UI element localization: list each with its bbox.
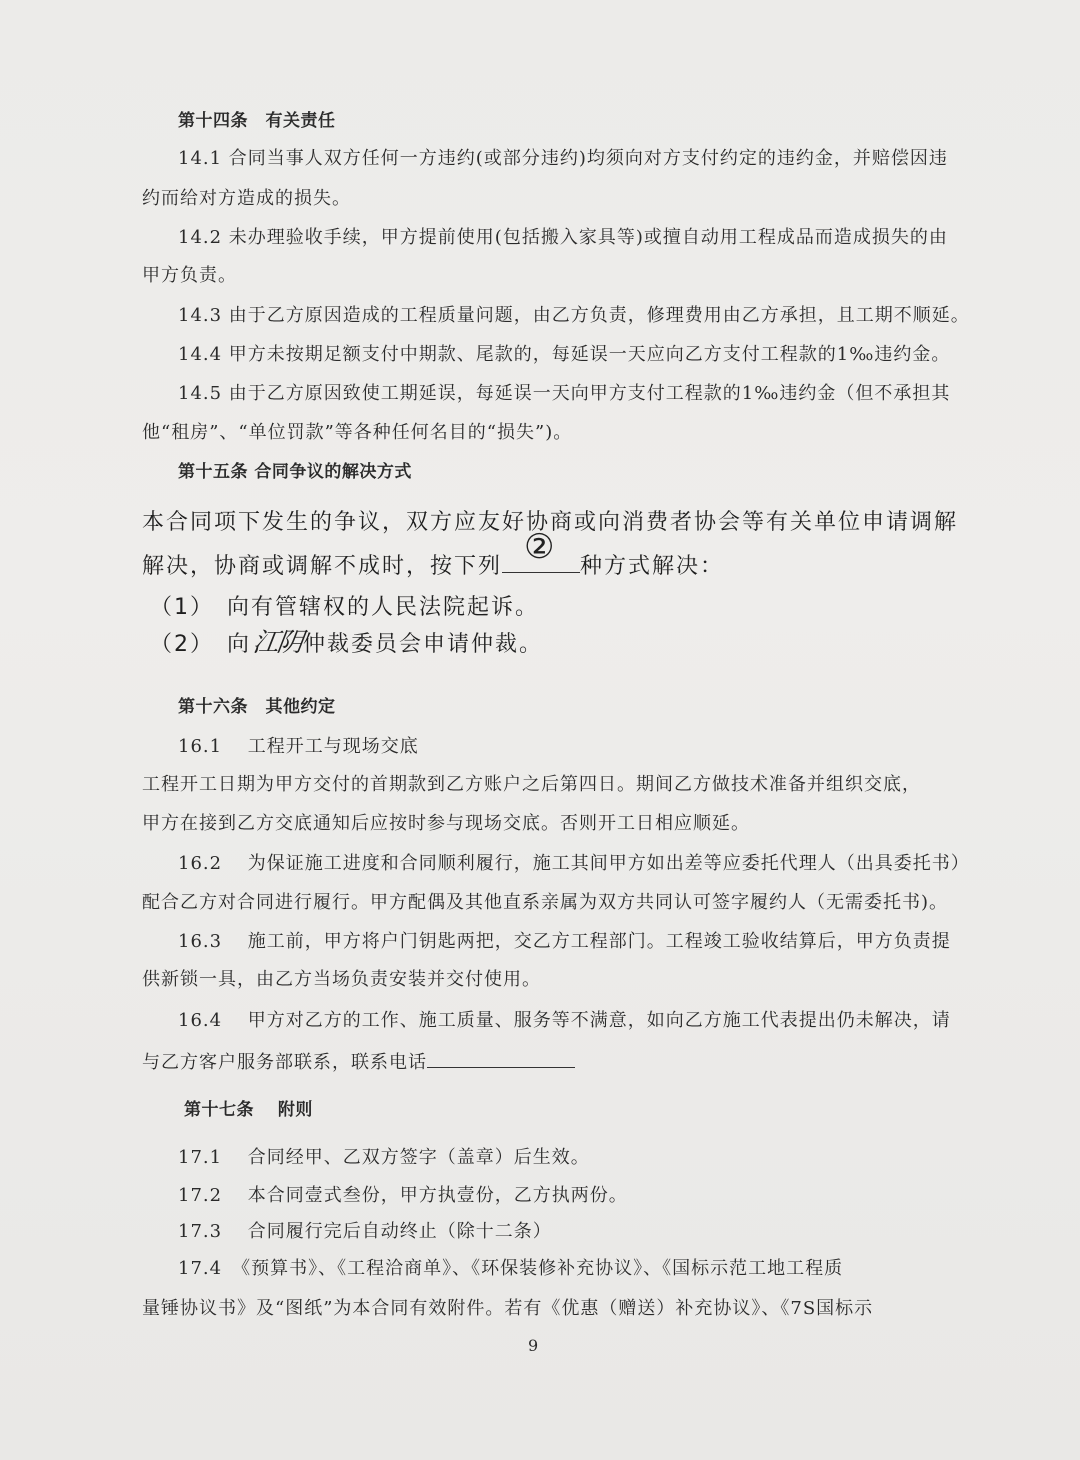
clause-17-4-line-1: 17.4 《预算书》、《工程洽商单》、《环保装修补充协议》、《国标示范工地工程质 bbox=[178, 1258, 844, 1279]
dispute-option-1: （1） 向有管辖权的人民法院起诉。 bbox=[150, 595, 539, 620]
dispute-option-2 bbox=[150, 630, 543, 660]
clause-16-1-line-1: 工程开工日期为甲方交付的首期款到乙方账户之后第四日。期间乙方做技术准备并组织交底， bbox=[142, 774, 921, 795]
dispute-option-2-end: 仲裁委员会申请仲裁。 bbox=[303, 632, 544, 657]
handwritten-choice: ② bbox=[524, 527, 557, 567]
clause-16-1-title: 16.1 工程开工与现场交底 bbox=[178, 736, 419, 757]
clause-17-2: 17.2 本合同壹式叁份，甲方执壹份，乙方执两份。 bbox=[178, 1185, 628, 1206]
article-14-heading: 第十四条 有关责任 bbox=[178, 111, 336, 131]
article-15-heading: 第十五条 合同争议的解决方式 bbox=[178, 462, 412, 482]
clause-16-1-line-2: 甲方在接到乙方交底通知后应按时参与现场交底。否则开工日相应顺延。 bbox=[142, 813, 750, 834]
clause-14-5-line-2: 他“租房”、“单位罚款”等各种任何名目的“损失”)。 bbox=[142, 422, 573, 443]
dispute-option-2-start: （2） 向 bbox=[150, 632, 251, 657]
article-17-heading: 第十七条 附则 bbox=[184, 1100, 313, 1120]
clause-17-1: 17.1 合同经甲、乙双方签字（盖章）后生效。 bbox=[178, 1147, 590, 1168]
handwritten-city: 江阴 bbox=[250, 628, 304, 658]
clause-16-2-line-1: 16.2 为保证施工进度和合同顺利履行，施工其间甲方如出差等应委托代理人（出具委托书） bbox=[178, 853, 970, 874]
clause-16-4-line-1: 16.4 甲方对乙方的工作、施工质量、服务等不满意，如向乙方施工代表提出仍未解决，请 bbox=[178, 1010, 951, 1031]
clause-17-3: 17.3 合同履行完后自动终止（除十二条） bbox=[178, 1221, 552, 1242]
clause-15-line-2 bbox=[142, 527, 725, 582]
clause-16-3-line-2: 供新锁一具，由乙方当场负责安装并交付使用。 bbox=[142, 969, 541, 990]
clause-14-2-line-1: 14.2 未办理验收手续，甲方提前使用(包括搬入家具等)或擅自动用工程成品而造成损失的由 bbox=[178, 227, 948, 248]
phone-number-blank bbox=[427, 1047, 575, 1068]
method-choice-blank bbox=[502, 527, 580, 573]
clause-15-line-1: 本合同项下发生的争议，双方应友好协商或向消费者协会等有关单位申请调解 bbox=[142, 510, 959, 535]
clause-14-4: 14.4 甲方未按期足额支付中期款、尾款的，每延误一天应向乙方支付工程款的1‰违约金。 bbox=[178, 344, 951, 365]
clause-14-5-line-1: 14.5 由于乙方原因致使工期延误，每延误一天向甲方支付工程款的1‰违约金（但不承担其 bbox=[178, 383, 951, 404]
clause-17-4-line-2: 量锤协议书》及“图纸”为本合同有效附件。若有《优惠（赠送）补充协议》、《7S国标示 bbox=[142, 1298, 874, 1319]
arbitration-city-field bbox=[250, 628, 304, 660]
clause-14-2-line-2: 甲方负责。 bbox=[142, 265, 237, 286]
clause-15-line-2-start: 解决，协商或调解不成时，按下列 bbox=[142, 554, 503, 579]
clause-14-1-line-2: 约而给对方造成的损失。 bbox=[142, 188, 351, 209]
clause-16-3-line-1: 16.3 施工前，甲方将户门钥匙两把，交乙方工程部门。工程竣工验收结算后，甲方负责提 bbox=[178, 931, 951, 952]
clause-16-4-line-2 bbox=[142, 1047, 575, 1076]
clause-15-line-2-end: 种方式解决： bbox=[580, 554, 725, 579]
clause-14-3: 14.3 由于乙方原因造成的工程质量问题，由乙方负责，修理费用由乙方承担，且工期不顺延。 bbox=[178, 305, 970, 326]
clause-14-1-line-1: 14.1 合同当事人双方任何一方违约(或部分违约)均须向对方支付约定的违约金，并赔偿因违 bbox=[178, 148, 948, 169]
clause-16-4-line-2-text: 与乙方客户服务部联系，联系电话 bbox=[142, 1052, 427, 1073]
page-number: 9 bbox=[528, 1336, 539, 1355]
clause-16-2-line-2: 配合乙方对合同进行履行。甲方配偶及其他直系亲属为双方共同认可签字履约人（无需委托书)。 bbox=[142, 892, 949, 913]
article-16-heading: 第十六条 其他约定 bbox=[178, 697, 336, 717]
